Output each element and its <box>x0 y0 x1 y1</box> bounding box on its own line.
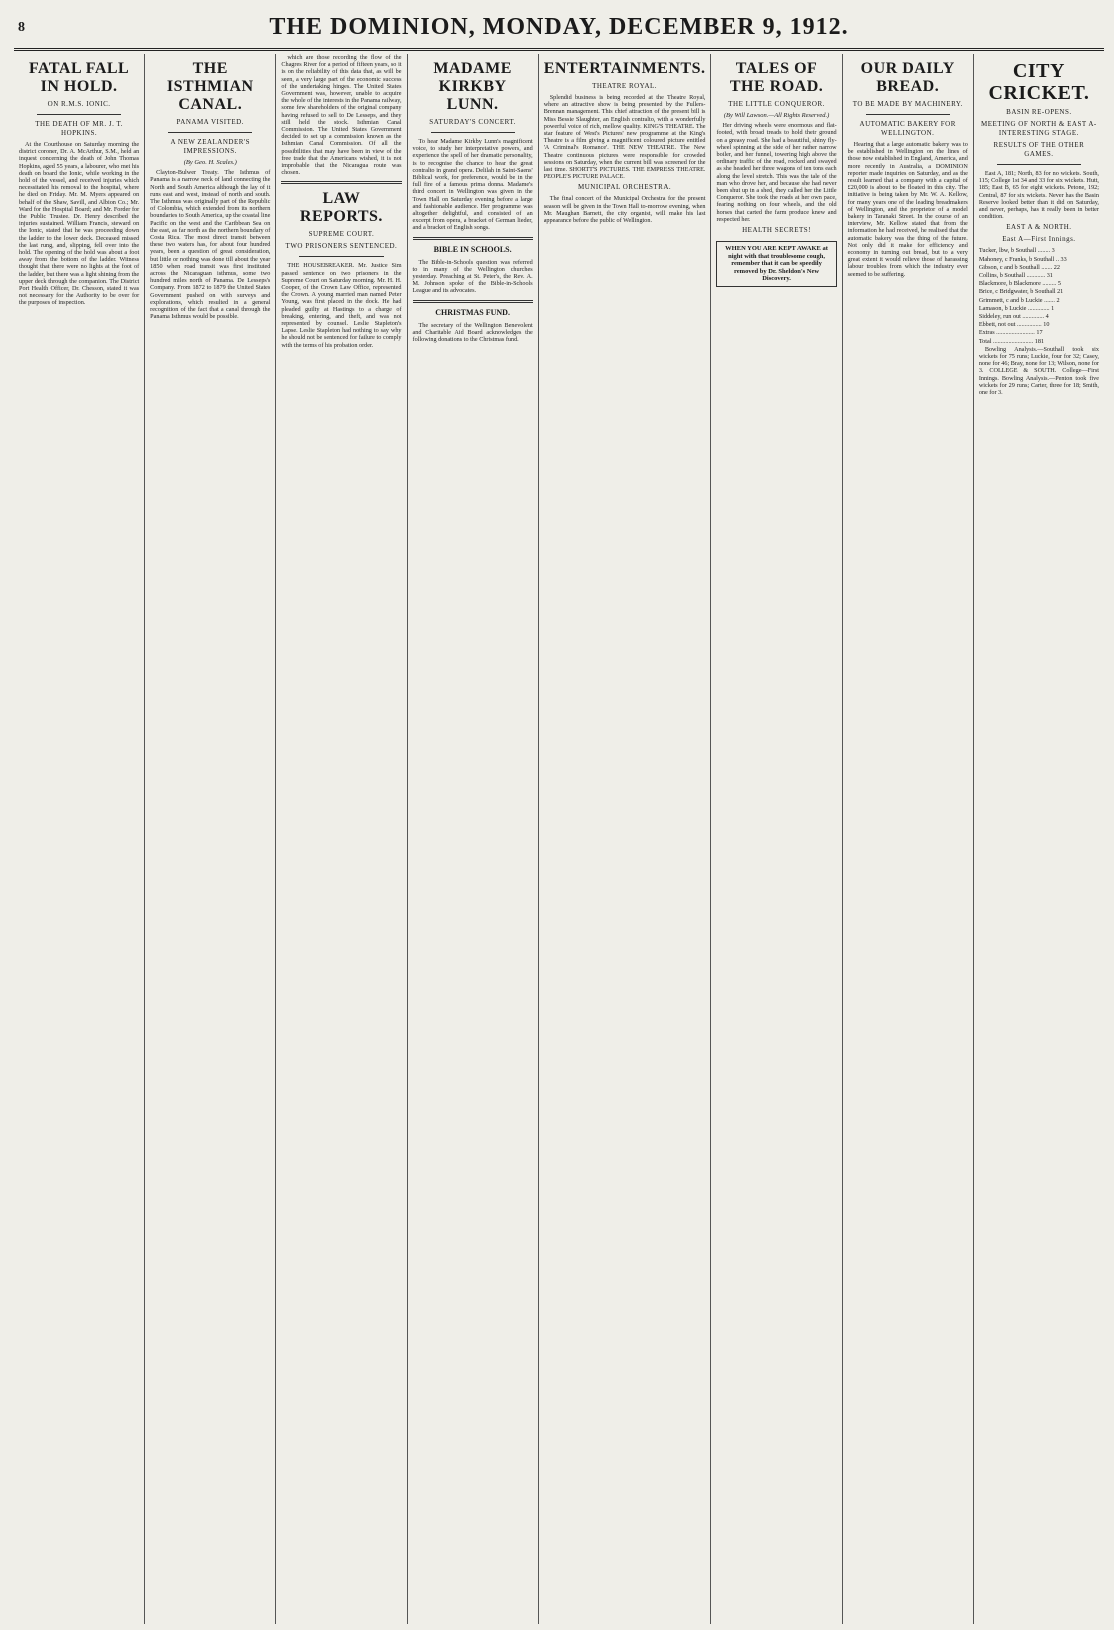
column-4 <box>408 54 539 1624</box>
article-body: The final concert of the Municipal Orchestra for the present season will be given in the Town Hall to-morrow evening, when Mr. Maughan Barnett, the city organist, will make his last appearance before the public of Wellington. <box>543 195 706 225</box>
subheadline: THEATRE ROYAL. <box>592 82 658 90</box>
column-1 <box>14 54 145 1624</box>
headline: BIBLE IN SCHOOLS. <box>433 244 512 254</box>
headline: CHRISTMAS FUND. <box>435 307 510 317</box>
score-line: Total .......................... 181 <box>978 337 1045 345</box>
article-body: The Bible-in-Schools question was referred to in many of the Wellington churches yesterday. Preaching at St. Peter's, the Rev. A. M. Johnson spoke of the Bible-in-Schools League and its advocates. <box>412 258 533 295</box>
column-8 <box>974 54 1104 1624</box>
article-body: which are those recording the flow of the Chagres River for a period of fifteen years, so it is on the reliability of this data that, as will be seen, a very large part of the economic success of the undertaking hinges. The United States Government was, however, unable to acquire the whole of the interests in the Panama railway, some few shareholders of the original company having refused to sell to De Lesseps, and they still held the stock. Isthmian Canal Commission. The United States Government decided to set up a commission known as the Isthmian Canal Commission. Of all the possibilities that may have been in view of the free trade that the Americans wished, it is not improbable that the Nicaragua route was chosen. <box>281 54 402 177</box>
score-line: Mahoney, c Franks, b Southall .. 33 <box>978 255 1067 263</box>
headline: ENTERTAINMENTS. <box>543 60 706 77</box>
article-body: Clayton-Bulwer Treaty. The Isthmus of Panama is a narrow neck of land connecting the North and South America although the lay of it runs east and west, instead of north and south. The Isthmus was originally part of the Republic of Colombia, which extended from its northern boundaries to South America, up the coastal line Pacific on the west and the Caribbean Sea on the east, as far north as the northern boundary of Costa Rica. The most direct transit between these two waters has, for about four hundred years, been a question of great consideration, but little or nothing was done till about the year 1850 when road transit was first instituted across the Nicaraguan isthmus, some two hundred miles north of Panama. De Lesseps's Company. From 1872 to 1879 the United States Government pushed on with surveys and explorations, which resulted in a general recognition of the fact that a canal through the Panama Isthmus would be possible. <box>150 169 271 321</box>
subheadline: MEETING OF NORTH & EAST A-INTERESTING STAGE. <box>981 120 1097 137</box>
subheadline: A NEW ZEALANDER'S IMPRESSIONS. <box>170 138 251 155</box>
page-number: 8 <box>18 20 25 35</box>
article-body: At the Courthouse on Saturday morning the district coroner, Dr. A. McArthur, S.M., held an inquest concerning the death of John Thomas Hopkins, aged 55 years, a labourer, who met his death on board the Ionic, while working in the hold of the vessel, and received injuries which necessitated his removal to the hospital, where he died on Friday. Mr. M. Myers appeared on behalf of the Shaw, Savill, and Albion Co.; Mr. Ward for the Hospital Board; and Mr. Forder for the Public Trustee. Dr. Henry described the injuries sustained. William Francis, steward on the Ionic, stated that he was proceeding down the ladder to the lower deck. Deceased missed the last rung, and, slipping, fell over into the hold. The opening of the hold was about a foot away from the bottom of the ladder. Witness thought that there were no lights at the foot of the ladder, but there was a light shining from the upper deck through the companion. The District Port Health Officer, Dr. Chesson, stated it was not necessary for the Authority to be over for the purposes of inspection. <box>19 141 140 307</box>
article-body: East A, 181; North, 83 for no wickets. South, 115; College 1st 34 and 33 for six wickets. Hutt, 185; East B, 65 for eight wickets. Petone, 192; Central, 87 for six wickets. Never has the Basin Reserve looked better than it did on Saturday, and never, perhaps, has it really been in better condition. <box>978 170 1099 221</box>
subheadline: MUNICIPAL ORCHESTRA. <box>578 183 672 192</box>
masthead <box>14 10 1104 51</box>
subheadline: PANAMA VISITED. <box>176 118 244 126</box>
scorecard <box>979 247 1099 344</box>
article-body: The secretary of the Wellington Benevolent and Charitable Aid Board acknowledges the following donations to the Christmas fund. <box>412 321 533 344</box>
score-line: Ebbett, not out ................ 10 <box>978 321 1050 329</box>
subheadline: THE DEATH OF MR. J. T. HOPKINS. <box>35 120 123 137</box>
article-columns <box>14 54 1104 1624</box>
subheadline: RESULTS OF THE OTHER GAMES. <box>993 141 1085 158</box>
column-5 <box>539 54 712 1624</box>
score-line: Siddeley, run out .............. 4 <box>978 313 1049 321</box>
subheadline: ON R.M.S. IONIC. <box>47 100 111 108</box>
subheadline: East A—First Innings. <box>1002 235 1076 244</box>
score-line: Extras ......................... 17 <box>978 329 1043 337</box>
score-line: Tucker, lbw, b Southall ........ 3 <box>978 247 1055 255</box>
article-body: Splendid business is being recorded at the Theatre Royal, where an attractive show is being presented by the Fullers-Brennan management. This chief attraction of the present bill is Miss Bessie Slaughter, an English contralto, with a wonderfully powerful voice of rich, mellow quality. KING'S THEATRE. The star feature of West's Pictures' new programme at the King's Theatre is a film giving a magnificent coloured picture entitled 'A Criminal's Romance'. THE NEW THEATRE. The New Theatre continuous pictures were responsible for crowded sessions on Saturday, when the current bill was screened for the last time. SHORTT'S PICTURES. THE EMPRESS THEATRE. PEOPLE'S PICTURE PALACE. <box>543 94 706 181</box>
score-line: Gibson, c and b Southall ....... 22 <box>978 263 1060 271</box>
subheadline: SATURDAY'S CONCERT. <box>429 118 516 126</box>
advertisement: WHEN YOU ARE KEPT AWAKE at night with that troublesome cough, remember that it can be speedily removed by Dr. Sheldon's New Discovery. <box>716 241 836 287</box>
headline: MADAME KIRKBY LUNN. <box>433 60 512 113</box>
column-6 <box>711 54 842 1624</box>
headline: FATAL FALL IN HOLD. <box>28 60 130 95</box>
headline: THE ISTHMIAN CANAL. <box>166 60 254 113</box>
column-2 <box>145 54 276 1624</box>
article-body: Her driving wheels were enormous and flat-footed, with broad treads to hold their ground on a greasy road. She had a beautiful, shiny fly-wheel spinning at the side of her rather narrow boiler, and her funnel, towering high above the ordinary traffic of the road, rocked and swayed as she headed her three wagons of ten tons each along the level stretch. This was the tale of the man who drove her, and because she had never been shut up in a shed, they called her the Little Conqueror. She took the roads at her own pace, fearing nothing on four wheels, and the old horses that carted the farm produce knew and respected her. <box>716 122 837 223</box>
subheadline: BASIN RE-OPENS. <box>1006 108 1072 116</box>
byline: (By Will Lawson.—All Rights Reserved.) <box>723 112 830 119</box>
headline: LAW REPORTS. <box>299 190 383 226</box>
article-body: Bowling Analysis.—Southall took six wickets for 75 runs; Luckie, four for 32; Casey, none for 46; Bray, none for 13; Wilson, none for 3. COLLEGE & SOUTH. College—First Innings. Bowling Analysis.—Penton took five wickets for 29 runs; Carter, three for 18; Smith, one for 3. <box>978 345 1099 397</box>
subheadline: TWO PRISONERS SENTENCED. <box>285 242 398 251</box>
headline: OUR DAILY BREAD. <box>860 60 955 95</box>
article-body: Hearing that a large automatic bakery was to be established in Wellington on the lines of those now established in England, America, and more recently in Australia, a DOMINION reporter made inquiries on Saturday, and as the result learned that a company with a capital of £20,000 is about to be floated in this city. The initiative is being taken by Mr. W. A. Kellow, for many years one of the leading breadmakers of Wellington, and the proprietor of a model bakery in Taranaki Street. In the course of an interview, Mr. Kellow stated that from the information he had received, he realised that the automatic bakery was the thing of the future. Not only did it make for efficiency and economy in turning out bread, but to a very great extent it would relieve those of harassing labour troubles from which the industry ever seemed to be suffering. <box>847 141 968 278</box>
subheadline: SUPREME COURT. <box>308 230 375 239</box>
article-body: To hear Madame Kirkby Lunn's magnificent voice, to study her interpretative powers, and experience the spell of her dramatic personality, is to recognise the chance to hear the great contralto in grand opera. Delilah in Saint-Saens' Biblical work, for preference, would be in the full fire of a famous prima donna. Madame's third concert in Wellington was given in the Town Hall on Saturday evening before a large and fashionable audience. Her programme was altogether delightful, and consisted of an excerpt from opera, a bracket of German lieder, and a bracket of English songs. <box>412 138 533 232</box>
headline: TALES OF THE ROAD. <box>729 60 824 95</box>
subheadline: TO BE MADE BY MACHINERY. <box>852 100 963 108</box>
byline: (By Geo. H. Scales.) <box>183 159 237 166</box>
subheadline: EAST A & NORTH. <box>1006 223 1072 232</box>
headline: CITY CRICKET. <box>988 60 1090 104</box>
column-7 <box>843 54 974 1624</box>
subheadline: AUTOMATIC BAKERY FOR WELLINGTON. <box>859 120 956 137</box>
column-3 <box>276 54 407 1624</box>
article-body: THE HOUSEBREAKER. Mr. Justice Sim passed sentence on two prisoners in the Supreme Court on Saturday morning. Mr. H. H. Cooper, of the Crown Law Office, represented the Crown. A young married man named Peter Young, was first placed in the dock. He had pleaded guilty at Hastings to a charge of breaking, entering, and theft, and was not represented by counsel. Leslie Stapleton's Lapse. Leslie Stapleton had nothing to say why he should not be sentenced for failure to comply with the terms of his probation order. <box>281 262 402 349</box>
score-line: Collins, b Southall ............ 31 <box>978 272 1053 280</box>
score-line: Lamason, b Luckie .............. 1 <box>978 304 1055 312</box>
subheadline: HEALTH SECRETS! <box>742 226 811 235</box>
newspaper-title: THE DOMINION, MONDAY, DECEMBER 9, 1912. <box>269 14 849 40</box>
score-line: Blackmore, b Blackmore ......... 5 <box>978 280 1061 288</box>
score-line: Grimmett, c and b Luckie ....... 2 <box>978 296 1060 304</box>
subheadline: THE LITTLE CONQUEROR. <box>728 100 825 108</box>
score-line: Brice, c Bridgwater, b Southall 21 <box>978 288 1064 296</box>
